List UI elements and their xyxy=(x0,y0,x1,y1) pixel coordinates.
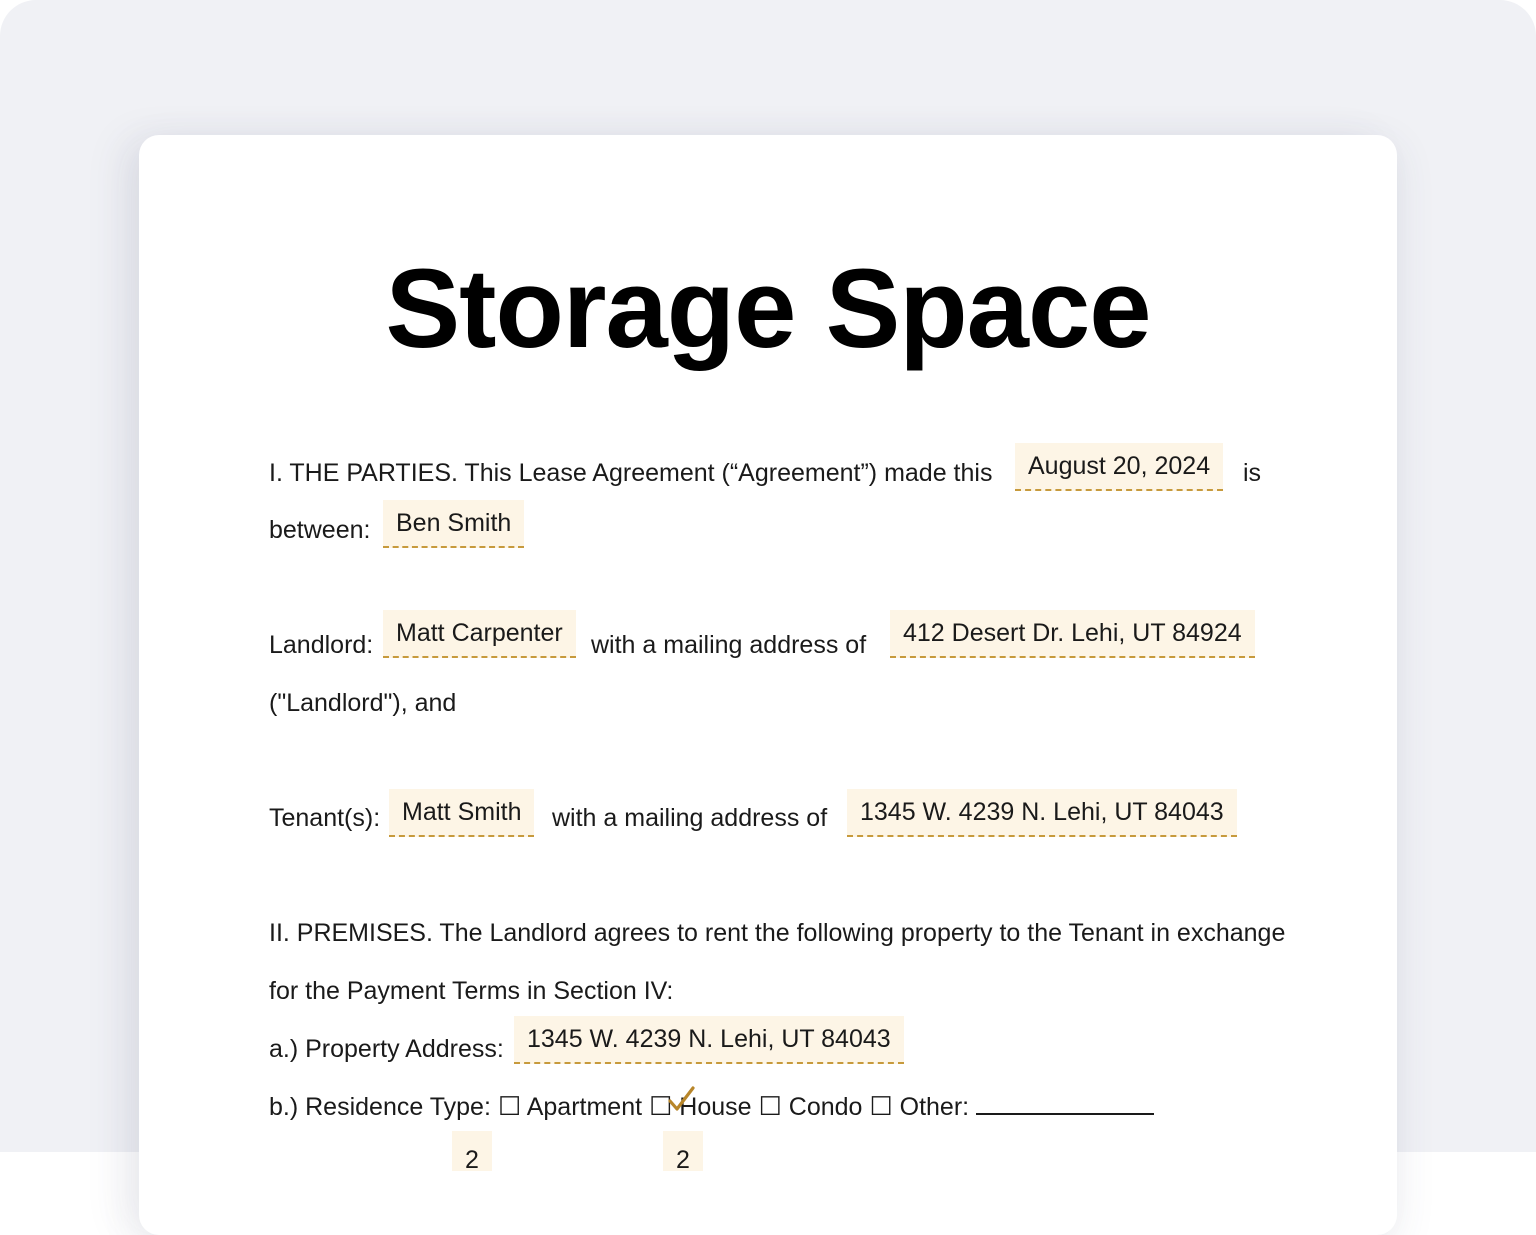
document-sheet xyxy=(139,135,1397,1235)
landlord-mailing-text: with a mailing address of xyxy=(591,631,867,659)
checkmark-icon xyxy=(666,1085,696,1115)
checkbox-other[interactable]: ☐ xyxy=(869,1091,893,1121)
landlord-address-field[interactable]: 412 Desert Dr. Lehi, UT 84924 xyxy=(890,610,1255,658)
premises-line-1: II. PREMISES. The Landlord agrees to rent the following property to the Tenant in exchange xyxy=(269,919,1286,947)
landlord-suffix: ("Landlord"), and xyxy=(269,689,457,717)
premises-line-2: for the Payment Terms in Section IV: xyxy=(269,977,674,1005)
parties-is-text: is xyxy=(1243,459,1262,487)
checkbox-condo[interactable]: ☐ xyxy=(758,1091,782,1121)
tenant-mailing-text: with a mailing address of xyxy=(552,804,828,832)
property-address-field[interactable]: 1345 W. 4239 N. Lehi, UT 84043 xyxy=(514,1016,904,1064)
other-blank-line[interactable] xyxy=(976,1089,1154,1115)
checkbox-house[interactable]: ☐ xyxy=(649,1091,673,1121)
option-apartment: Apartment xyxy=(521,1093,650,1121)
document-title: Storage Space xyxy=(385,246,1151,371)
tenant-name-field[interactable]: Matt Smith xyxy=(389,789,534,837)
landlord-name-field[interactable]: Matt Carpenter xyxy=(383,610,576,658)
parties-intro: I. THE PARTIES. This Lease Agreement (“Agreement”) made this xyxy=(269,459,993,487)
between-name-field[interactable]: Ben Smith xyxy=(383,500,524,548)
agreement-date-field[interactable]: August 20, 2024 xyxy=(1015,443,1223,491)
option-other: Other: xyxy=(892,1093,977,1121)
residence-type-label: b.) Residence Type: xyxy=(269,1093,498,1121)
tenant-address-field[interactable]: 1345 W. 4239 N. Lehi, UT 84043 xyxy=(847,789,1237,837)
tenant-label: Tenant(s): xyxy=(269,804,381,832)
partial-field-1[interactable]: 2 xyxy=(452,1131,492,1171)
partial-field-2[interactable]: 2 xyxy=(663,1131,703,1171)
residence-type-row xyxy=(269,1088,1154,1125)
property-address-label: a.) Property Address: xyxy=(269,1035,504,1063)
option-condo: Condo xyxy=(781,1093,870,1121)
landlord-label: Landlord: xyxy=(269,631,374,659)
option-house: House xyxy=(672,1093,759,1121)
between-label: between: xyxy=(269,516,371,544)
checkbox-apartment[interactable]: ☐ xyxy=(497,1091,522,1121)
